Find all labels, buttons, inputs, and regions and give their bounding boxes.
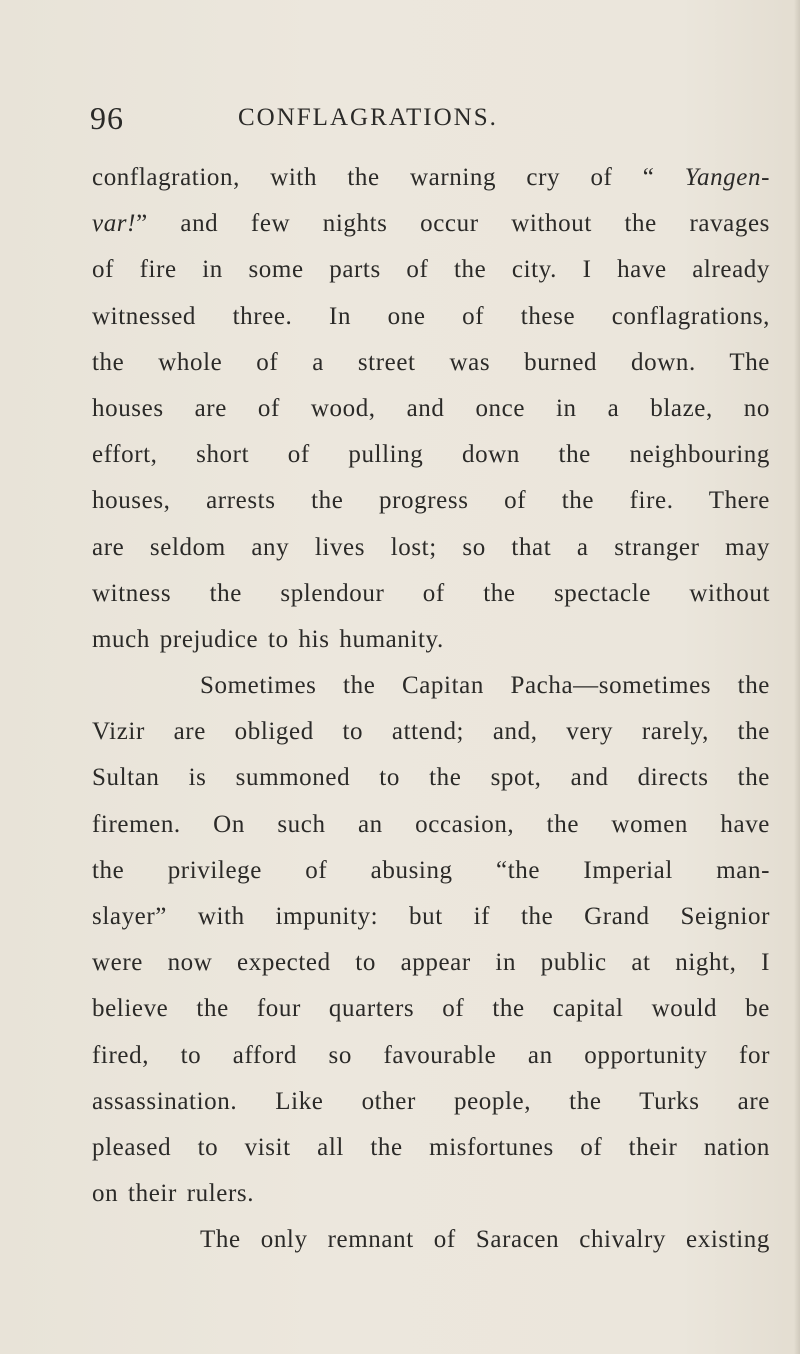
body-text bbox=[92, 155, 770, 1264]
text-line: witnessed three. In one of these conflagrations, bbox=[92, 302, 770, 330]
text-line: pleased to visit all the misfortunes of their nation bbox=[92, 1133, 770, 1161]
text-line: Sultan is summoned to the spot, and directs the bbox=[92, 764, 770, 792]
italic-word: var! bbox=[92, 210, 137, 238]
italic-word: Yangen- bbox=[684, 164, 770, 191]
page-number: 96 bbox=[90, 100, 124, 136]
text-line: are seldom any lives lost; so that a stranger may bbox=[92, 533, 770, 561]
text-line: witness the splendour of the spectacle without bbox=[92, 579, 770, 607]
text-line: firemen. On such an occasion, the women have bbox=[92, 810, 770, 838]
text-line: var!” and few nights occur without the ravages bbox=[92, 210, 770, 238]
paragraph-end-line: on their rulers. bbox=[92, 1180, 255, 1208]
text-line: houses are of wood, and once in a blaze, no bbox=[92, 394, 770, 422]
paragraph-start-line: The only remnant of Saracen chivalry existing bbox=[200, 1226, 770, 1254]
text-line: houses, arrests the progress of the fire. There bbox=[92, 487, 770, 515]
page-header bbox=[90, 100, 730, 140]
text-line: of fire in some parts of the city. I have already bbox=[92, 256, 770, 284]
paragraph-end-line: much prejudice to his humanity. bbox=[92, 625, 444, 653]
running-head: CONFLAGRATIONS. bbox=[238, 104, 498, 131]
text-line: slayer” with impunity: but if the Grand Seignior bbox=[92, 903, 770, 930]
page-edge-shadow bbox=[794, 0, 800, 1354]
text-line: the privilege of abusing “the Imperial man- bbox=[92, 856, 770, 884]
text-line: fired, to afford so favourable an opportunity for bbox=[92, 1041, 770, 1069]
paragraph-start-line: Sometimes the Capitan Pacha—sometimes the bbox=[200, 672, 770, 700]
text-line: Vizir are obliged to attend; and, very rarely, the bbox=[92, 718, 770, 746]
text-line: believe the four quarters of the capital would be bbox=[92, 995, 770, 1023]
text-line: conflagration, with the warning cry of “ Yangen- bbox=[92, 164, 770, 191]
text-line: effort, short of pulling down the neighbouring bbox=[92, 441, 770, 469]
text-line: the whole of a street was burned down. The bbox=[92, 348, 770, 376]
text-line: assassination. Like other people, the Turks are bbox=[92, 1087, 770, 1115]
text-line: were now expected to appear in public at night, I bbox=[92, 949, 770, 977]
